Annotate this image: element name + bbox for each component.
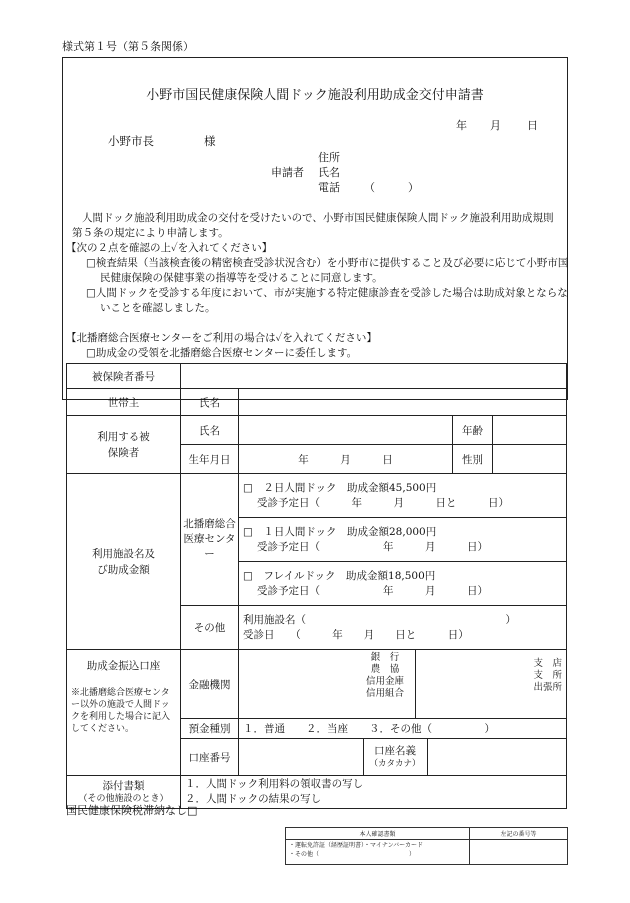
date-month[interactable]: 月 xyxy=(490,119,501,132)
user-name-field[interactable] xyxy=(239,416,453,445)
institution-label: 金融機関 xyxy=(181,650,239,719)
facility-label: 利用施設名及び助成金額 xyxy=(67,474,181,650)
householder-name-field[interactable] xyxy=(239,389,567,416)
id-doc-option-2[interactable]: ・その他（ ） xyxy=(289,851,416,858)
householder-name-label: 氏名 xyxy=(181,389,239,416)
holder-divider-left xyxy=(363,739,364,775)
applicant-name-label[interactable]: 氏名 xyxy=(318,166,340,179)
id-number-header: 左記の番号等 xyxy=(470,828,568,840)
confirm-heading: 【次の２点を確認の上✓を入れてください】 xyxy=(66,242,273,254)
application-table xyxy=(66,363,567,809)
other-facility-line1[interactable]: 利用施設名（ ） xyxy=(243,613,516,626)
option-frail-line2[interactable]: 受診予定日（ 年 月 日） xyxy=(257,584,488,597)
bank-account-label: 助成金振込口座 xyxy=(86,660,161,672)
confirm-item-2[interactable]: □人間ドックを受診する年度において、市が実施する特定健康診査を受診した場合は助成対象とならないことを確認しました。 xyxy=(86,287,568,314)
confirm-item-1[interactable]: □検査結果（当該検査後の精密検査受診状況含む）を小野市に提供すること及び必要に応じて小野市国民健康保険の保健事業の指導等を受けることに同意します。 xyxy=(86,257,569,284)
bank-type-bank: 銀 行 xyxy=(370,652,400,663)
option-1day-line1[interactable]: □ １日人間ドック 助成金額28,000円 xyxy=(243,525,437,538)
account-holder-kana: （カタカナ） xyxy=(369,759,421,769)
deposit-type-label: 預金種別 xyxy=(181,719,239,739)
id-doc-option-1[interactable]: ・運転免許証（経歴証明書）・マイナンバーカード xyxy=(289,842,424,849)
householder-label: 世帯主 xyxy=(67,389,181,416)
kitaharima-consent-item[interactable]: □助成金の受領を北播磨総合医療センターに委任します。 xyxy=(86,347,358,359)
deposit-type-options[interactable]: １．普通 ２．当座 ３．その他（ ） xyxy=(239,719,567,739)
branch-type-shisho: 支 所 xyxy=(533,670,562,681)
branch-type-shiten: 支 店 xyxy=(533,658,562,669)
date-day[interactable]: 日 xyxy=(527,119,538,132)
bank-note: ※北播磨総合医療センター以外の施設で人間ドックを利用した場合に記入してください。 xyxy=(71,688,171,734)
option-2day-line2[interactable]: 受診予定日（ 年 月 日と 日） xyxy=(257,496,509,509)
branch-types xyxy=(533,658,562,694)
page-title: 小野市国民健康保険人間ドック施設利用助成金交付申請書 xyxy=(146,88,484,103)
id-doc-header: 本人確認書類 xyxy=(286,828,470,840)
holder-label-box xyxy=(365,743,425,770)
bank-type-shinkin: 信用金庫 xyxy=(365,676,404,687)
form-id: 様式第１号（第５条関係） xyxy=(62,40,194,53)
bank-divider xyxy=(415,650,416,718)
user-name-label: 氏名 xyxy=(181,416,239,445)
insured-no-label: 被保険者番号 xyxy=(67,364,181,389)
option-frail-line1[interactable]: □ フレイルドック 助成金額18,500円 xyxy=(243,569,436,582)
option-2day[interactable] xyxy=(239,474,567,518)
id-number-field[interactable] xyxy=(470,840,568,865)
attach-label: 添付書類 xyxy=(102,780,145,792)
attach-sub: （その他施設のとき） xyxy=(78,794,169,804)
option-1day[interactable] xyxy=(239,518,567,562)
bank-type-shinkumi: 信用組合 xyxy=(365,688,404,699)
bank-account-label-cell xyxy=(67,650,181,776)
attachments xyxy=(181,776,567,809)
attachment-2: ２．人間ドックの結果の写し xyxy=(185,793,322,805)
id-doc-options[interactable] xyxy=(286,840,470,865)
bank-types xyxy=(359,652,411,700)
account-no-label: 口座番号 xyxy=(181,739,239,776)
applicant-phone-paren[interactable]: （ ） xyxy=(364,181,419,194)
intro-text: 人間ドック施設利用助成金の交付を受けたいので、小野市国民健康保険人間ドック施設利用助成規則第５条の規定により申請します。 xyxy=(72,212,554,239)
kitaharima-heading: 【北播磨総合医療センターをご利用の場合は✓を入れてください】 xyxy=(66,332,377,344)
insured-no-field[interactable] xyxy=(181,364,567,389)
kitaharima-label: 北播磨総合医療センター xyxy=(181,474,239,606)
institution-field[interactable] xyxy=(239,650,567,719)
sex-field[interactable] xyxy=(493,445,567,474)
option-1day-line2[interactable]: 受診予定日（ 年 月 日） xyxy=(257,540,488,553)
other-facility-line2[interactable]: 受診日 （ 年 月 日と 日） xyxy=(243,628,469,641)
holder-divider-right xyxy=(427,739,428,775)
bank-type-ja: 農 協 xyxy=(370,664,400,675)
option-2day-line1[interactable]: □ ２日人間ドック 助成金額45,500円 xyxy=(243,481,437,494)
age-field[interactable] xyxy=(493,416,567,445)
other-facility-field[interactable] xyxy=(239,606,567,650)
other-facility-label: その他 xyxy=(181,606,239,650)
id-verification-box xyxy=(285,827,568,865)
tax-note[interactable]: 国民健康保険税滞納なし□ xyxy=(66,804,198,817)
applicant-label: 申請者 xyxy=(271,166,304,179)
age-label: 年齢 xyxy=(453,416,493,445)
account-no-field[interactable] xyxy=(239,739,567,776)
applicant-phone-label[interactable]: 電話 xyxy=(318,181,340,194)
addressee-sama: 様 xyxy=(204,134,216,148)
date-year[interactable]: 年 xyxy=(456,119,467,132)
addressee-name: 小野市長 xyxy=(108,134,154,148)
applicant-address-label[interactable]: 住所 xyxy=(318,151,340,164)
dob-field[interactable]: 年 月 日 xyxy=(239,445,453,474)
account-holder-label: 口座名義 xyxy=(374,745,416,757)
attachment-1: １．人間ドック利用料の領収書の写し xyxy=(185,778,364,790)
option-frail[interactable] xyxy=(239,562,567,606)
sex-label: 性別 xyxy=(453,445,493,474)
dob-label: 生年月日 xyxy=(181,445,239,474)
user-label: 利用する被保険者 xyxy=(67,416,181,474)
branch-type-shucchojo: 出張所 xyxy=(533,682,562,693)
